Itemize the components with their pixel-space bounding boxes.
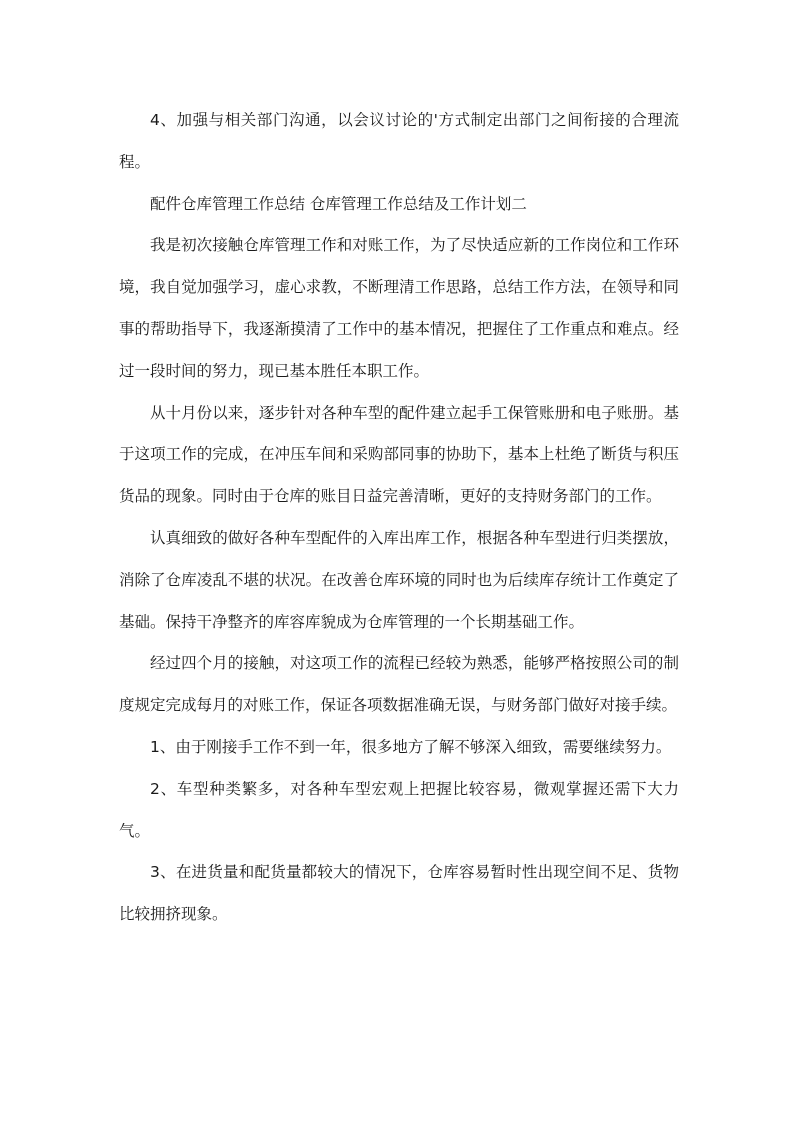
paragraph-inbound-outbound: 认真细致的做好各种车型配件的入库出库工作，根据各种车型进行归类摆放，消除了仓库凌乱不堪的状况。在改善仓库环境的同时也为后续库存统计工作奠定了基础。保持干净整齐的库容库貌成为仓库管理的一个长期基础工作。 (119, 528, 679, 631)
paragraph-issue-1: 1、由于刚接手工作不到一年，很多地方了解不够深入细致，需要继续努力。 (150, 737, 672, 756)
paragraph-reconciliation: 经过四个月的接触，对这项工作的流程已经较为熟悉，能够严格按照公司的制度规定完成每月的对账工作，保证各项数据准确无误，与财务部门做好对接手续。 (119, 654, 679, 715)
paragraph-intro: 我是初次接触仓库管理工作和对账工作，为了尽快适应新的工作岗位和工作环境，我自觉加强学习，虚心求教，不断理清工作思路，总结工作方法，在领导和同事的帮助指导下，我逐渐摸清了工作中的基本情况，把握住了工作重点和难点。经过一段时间的努力，现已基本胜任本职工作。 (119, 236, 679, 380)
section-heading: 配件仓库管理工作总结 仓库管理工作总结及工作计划二 (150, 194, 527, 213)
paragraph-item-4: 4、加强与相关部门沟通，以会议讨论的'方式制定出部门之间衔接的合理流程。 (119, 111, 679, 171)
paragraph-accounts: 从十月份以来，逐步针对各种车型的配件建立起手工保管账册和电子账册。基于这项工作的完成，在冲压车间和采购部同事的协助下，基本上杜绝了断货与积压货品的现象。同时由于仓库的账目日益完善清晰，更好的支持财务部门的工作。 (119, 403, 679, 506)
paragraph-issue-2: 2、车型种类繁多，对各种车型宏观上把握比较容易，微观掌握还需下大力气。 (119, 779, 679, 840)
document-body (119, 100, 679, 936)
paragraph-issue-3: 3、在进货量和配货量都较大的情况下，仓库容易暂时性出现空间不足、货物比较拥挤现象。 (119, 863, 679, 924)
